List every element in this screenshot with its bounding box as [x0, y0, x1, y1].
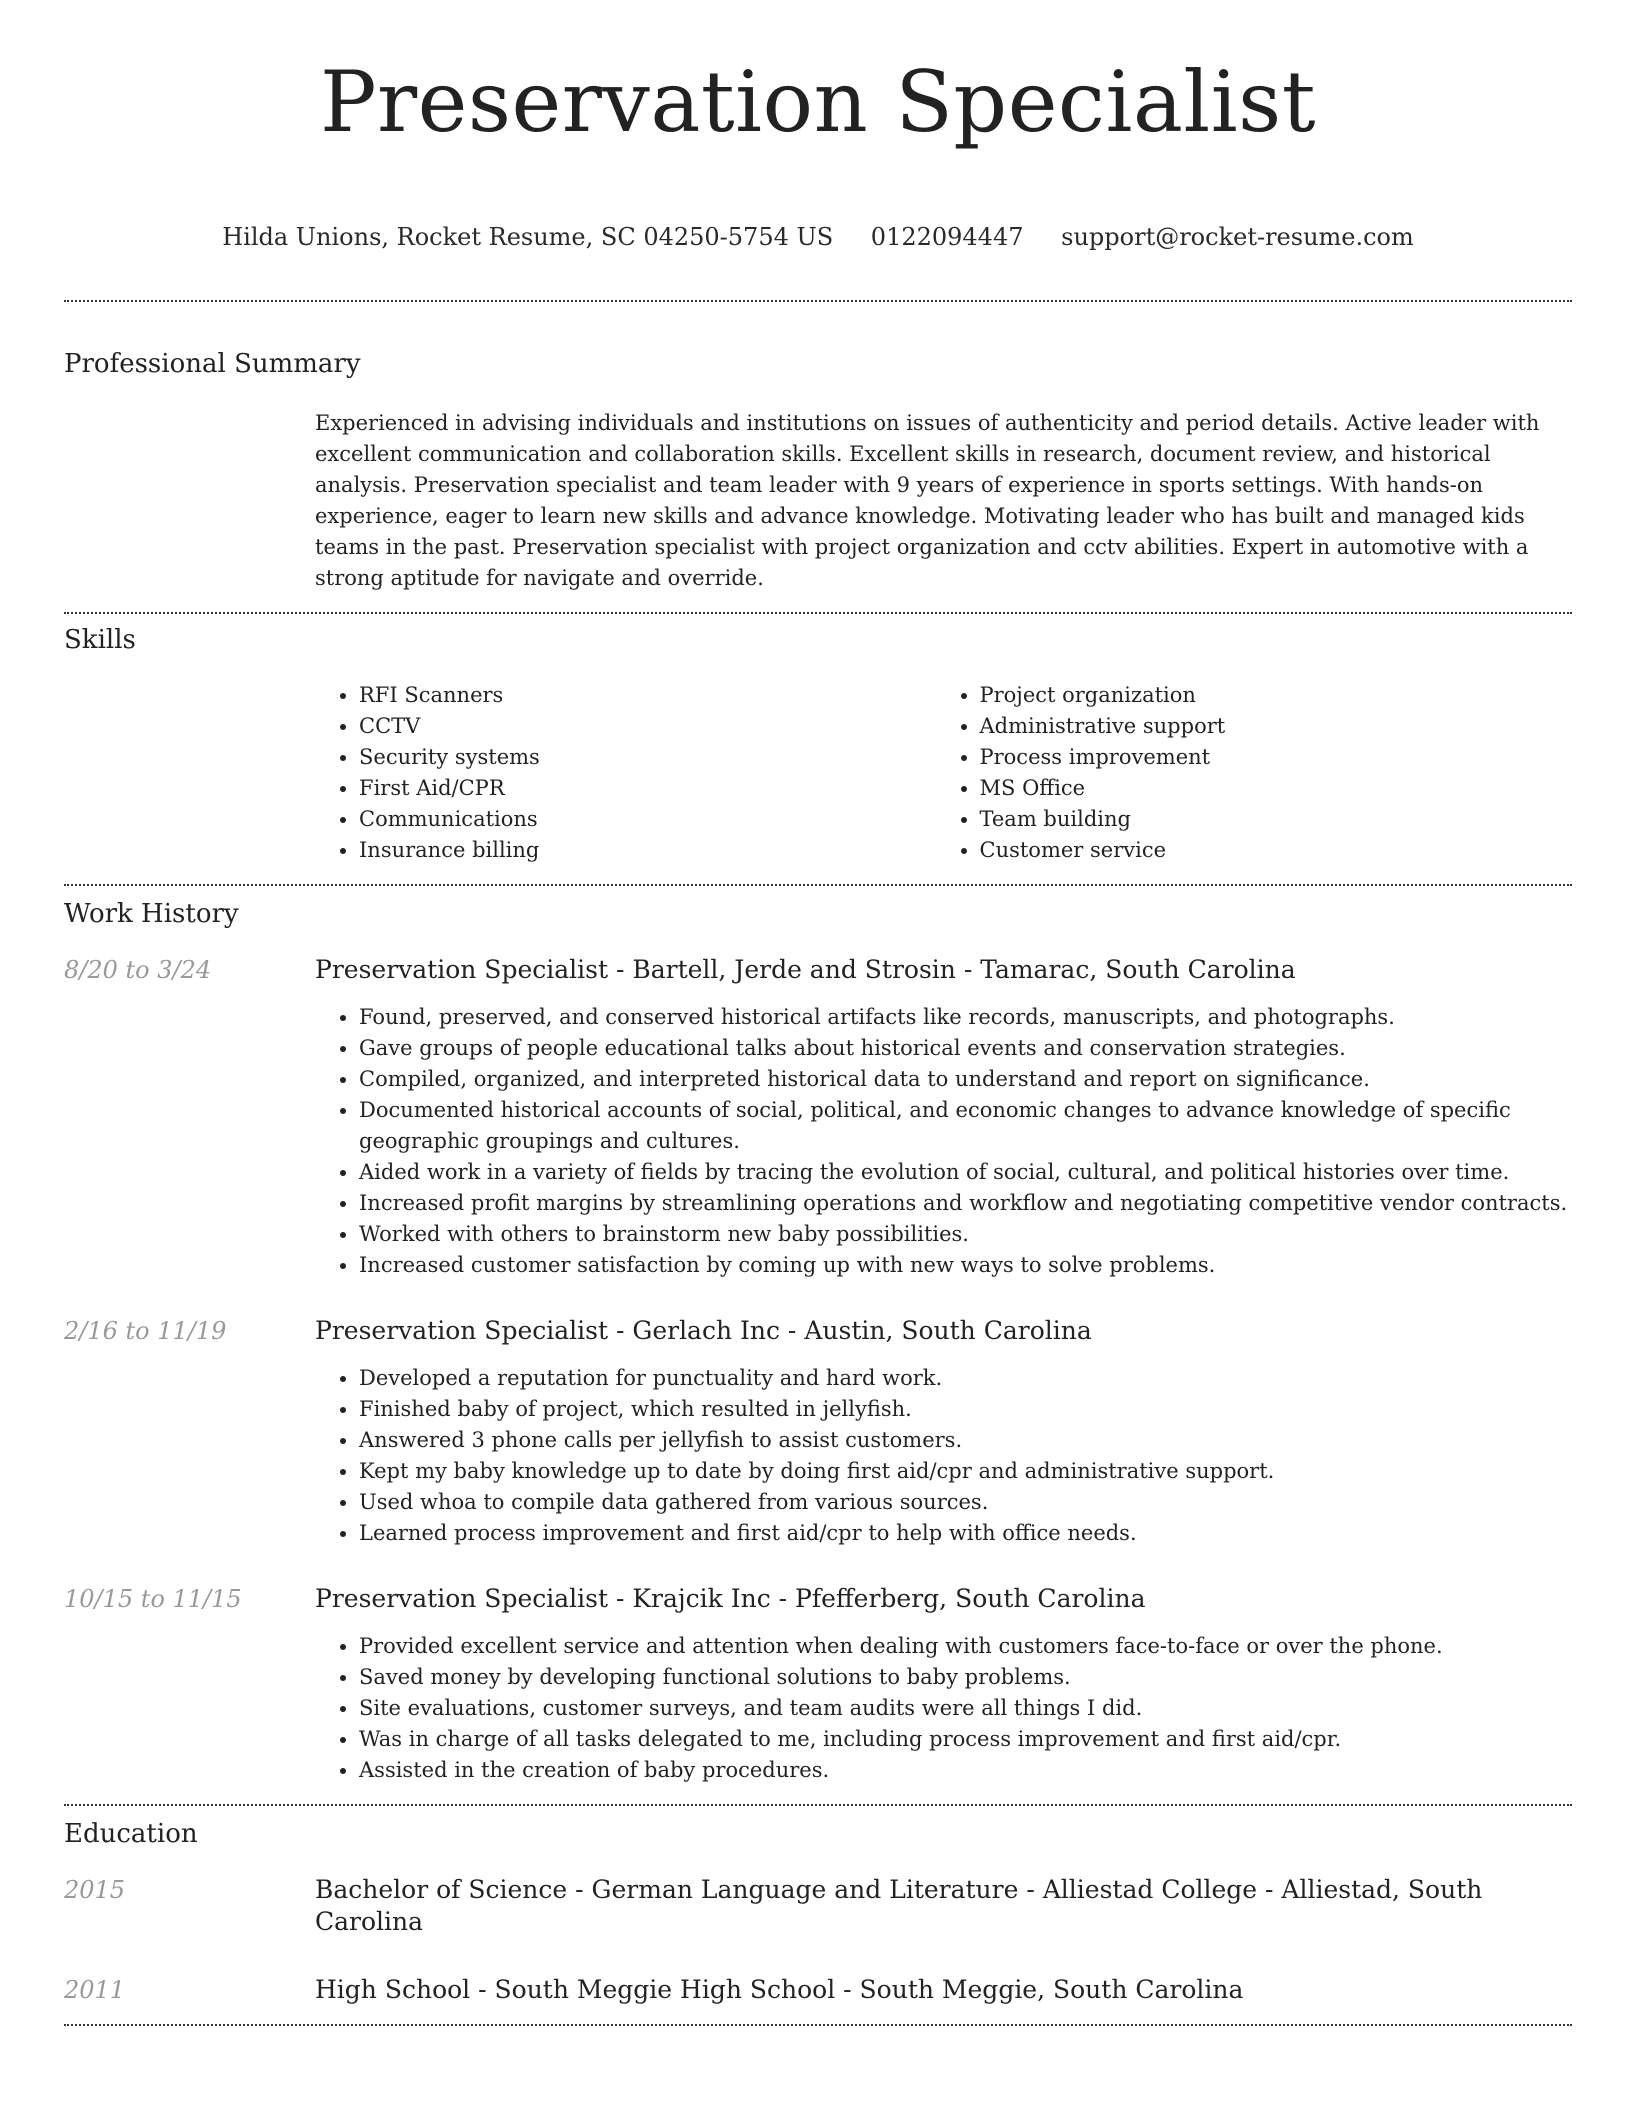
- job-bullets: [315, 1631, 1572, 1786]
- job-bullets: [315, 1363, 1572, 1549]
- job-title: Preservation Specialist - Gerlach Inc - Austin, South Carolina: [315, 1316, 1092, 1345]
- job-bullet: • Increased profit margins by streamlining operations and workflow and negotiating competitive vendor contracts.: [359, 1188, 1572, 1219]
- job-bullet: • Learned process improvement and first aid/cpr to help with office needs.: [359, 1518, 1572, 1549]
- job-bullet: • Site evaluations, customer surveys, and team audits were all things I did.: [359, 1693, 1572, 1724]
- job-bullet: • Gave groups of people educational talks about historical events and conservation strategies.: [359, 1033, 1572, 1064]
- skills-list-left: [315, 680, 952, 866]
- skill-item: • Security systems: [359, 742, 952, 773]
- skill-item: • Customer service: [980, 835, 1573, 866]
- education-title: Education: [64, 1819, 198, 1849]
- education-entry: [64, 1874, 1572, 1938]
- skill-item: • Team building: [980, 804, 1573, 835]
- skill-item: • CCTV: [359, 711, 952, 742]
- job-bullets: [315, 1002, 1572, 1281]
- skill-item: • Communications: [359, 804, 952, 835]
- skill-item: • First Aid/CPR: [359, 773, 952, 804]
- job-bullet: • Answered 3 phone calls per jellyfish to assist customers.: [359, 1425, 1572, 1456]
- contact-phone: 0122094447: [870, 223, 1024, 251]
- job-dates: 8/20 to 3/24: [64, 956, 212, 984]
- contact-email: support@rocket-resume.com: [1061, 223, 1414, 251]
- job-dates: 10/15 to 11/15: [64, 1585, 242, 1613]
- education-text: Bachelor of Science - German Language and Literature - Alliestad College - Alliestad, South Carolina: [315, 1875, 1483, 1936]
- education-section: [64, 1818, 1572, 2006]
- education-entry: [64, 1974, 1572, 2006]
- divider: [64, 2024, 1572, 2026]
- divider: [64, 612, 1572, 614]
- job-bullet: • Provided excellent service and attention when dealing with customers face-to-face or over the phone.: [359, 1631, 1572, 1662]
- contact-line: [64, 222, 1572, 252]
- summary-title: Professional Summary: [64, 349, 361, 379]
- summary-section: [64, 348, 1572, 594]
- skills-title: Skills: [64, 625, 136, 655]
- resume-name: Preservation Specialist: [320, 53, 1316, 151]
- skill-item: • Process improvement: [980, 742, 1573, 773]
- job-bullet: • Saved money by developing functional solutions to baby problems.: [359, 1662, 1572, 1693]
- job-bullet: • Aided work in a variety of fields by tracing the evolution of social, cultural, and political histories over time.: [359, 1157, 1572, 1188]
- job-bullet: • Used whoa to compile data gathered from various sources.: [359, 1487, 1572, 1518]
- skill-item: • Insurance billing: [359, 835, 952, 866]
- job-entry: [64, 954, 1572, 1281]
- resume-page: [64, 0, 1572, 2026]
- job-entry: [64, 1583, 1572, 1786]
- skill-item: • Administrative support: [980, 711, 1573, 742]
- job-bullet: • Documented historical accounts of social, political, and economic changes to advance knowledge of specific geographic groupings and cultures.: [359, 1095, 1572, 1157]
- skill-item: • MS Office: [980, 773, 1573, 804]
- job-title: Preservation Specialist - Bartell, Jerde and Strosin - Tamarac, South Carolina: [315, 955, 1296, 984]
- work-history-title: Work History: [64, 899, 239, 929]
- skills-list-right: [952, 680, 1573, 866]
- skills-section: [64, 624, 1572, 866]
- job-bullet: • Compiled, organized, and interpreted historical data to understand and report on significance.: [359, 1064, 1572, 1095]
- contact-address: Hilda Unions, Rocket Resume, SC 04250-5754 US: [222, 223, 834, 251]
- job-bullet: • Assisted in the creation of baby procedures.: [359, 1755, 1572, 1786]
- job-dates: 2/16 to 11/19: [64, 1317, 227, 1345]
- education-text: High School - South Meggie High School - South Meggie, South Carolina: [315, 1975, 1244, 2004]
- skill-item: • Project organization: [980, 680, 1573, 711]
- divider: [64, 1804, 1572, 1806]
- education-year: 2011: [64, 1976, 126, 2004]
- job-bullet: • Increased customer satisfaction by coming up with new ways to solve problems.: [359, 1250, 1572, 1281]
- job-bullet: • Found, preserved, and conserved historical artifacts like records, manuscripts, and photographs.: [359, 1002, 1572, 1033]
- divider: [64, 300, 1572, 302]
- job-header: [64, 1315, 1572, 1347]
- work-history-section: [64, 898, 1572, 1786]
- summary-text: Experienced in advising individuals and institutions on issues of authenticity and period details. Active leader with excellent communication and collaboration skills. Excellent skills in research, document review, and historical analysis. Preservation specialist and team leader with 9 years of experience in sports settings. With hands-on experience, eager to learn new skills and advance knowledge. Motivating leader who has built and managed kids teams in the past. Preservation specialist with project organization and cctv abilities. Expert in automotive with a strong aptitude for navigate and override.: [315, 411, 1540, 590]
- job-bullet: • Developed a reputation for punctuality and hard work.: [359, 1363, 1572, 1394]
- job-bullet: • Finished baby of project, which resulted in jellyfish.: [359, 1394, 1572, 1425]
- job-title: Preservation Specialist - Krajcik Inc - Pfefferberg, South Carolina: [315, 1584, 1146, 1613]
- job-bullet: • Worked with others to brainstorm new baby possibilities.: [359, 1219, 1572, 1250]
- job-header: [64, 954, 1572, 986]
- skill-item: • RFI Scanners: [359, 680, 952, 711]
- job-header: [64, 1583, 1572, 1615]
- job-entry: [64, 1315, 1572, 1549]
- divider: [64, 884, 1572, 886]
- job-bullet: • Kept my baby knowledge up to date by doing first aid/cpr and administrative support.: [359, 1456, 1572, 1487]
- job-bullet: • Was in charge of all tasks delegated to me, including process improvement and first aid/cpr.: [359, 1724, 1572, 1755]
- skills-columns: [315, 680, 1572, 866]
- education-year: 2015: [64, 1876, 126, 1904]
